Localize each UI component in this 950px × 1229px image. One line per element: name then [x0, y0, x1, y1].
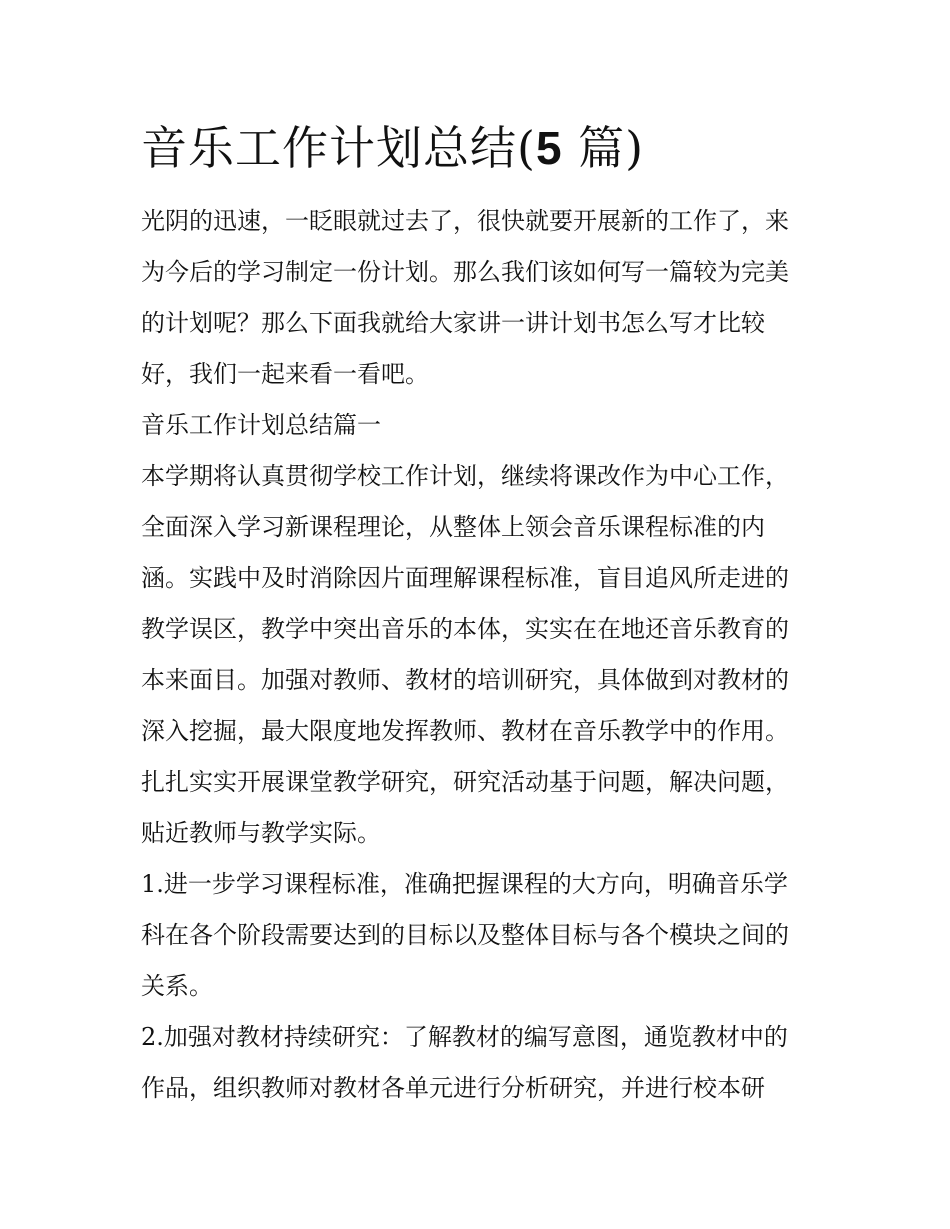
text-line: 好，我们一起来看一看吧。 — [141, 360, 429, 388]
text-line: 涵。实践中及时消除因片面理解课程标准，盲目追风所走进的 — [141, 564, 789, 592]
section-paragraph — [141, 451, 821, 859]
text-line: 全面深入学习新课程理论，从整体上领会音乐课程标准的内 — [141, 513, 765, 541]
text-line: 1.进一步学习课程标准，准确把握课程的大方向，明确音乐学 — [141, 870, 788, 898]
section-heading-text: 音乐工作计划总结篇一 — [141, 411, 381, 439]
text-line: 2.加强对教材持续研究：了解教材的编写意图，通览教材中的 — [141, 1023, 788, 1051]
text-line: 本学期将认真贯彻学校工作计划，继续将课改作为中心工作， — [141, 462, 789, 490]
text-line: 为今后的学习制定一份计划。那么我们该如何写一篇较为完美 — [141, 258, 789, 286]
text-line: 作品，组织教师对教材各单元进行分析研究，并进行校本研 — [141, 1074, 765, 1102]
title-suffix: 篇) — [562, 121, 645, 175]
text-line: 贴近教师与教学实际。 — [141, 819, 381, 847]
text-line: 的计划呢？那么下面我就给大家讲一讲计划书怎么写才比较 — [141, 309, 765, 337]
intro-paragraph — [141, 196, 821, 400]
text-line: 扎扎实实开展课堂教学研究，研究活动基于问题，解决问题， — [141, 768, 789, 796]
text-line: 教学误区，教学中突出音乐的本体，实实在在地还音乐教育的 — [141, 615, 789, 643]
text-line: 光阴的迅速，一眨眼就过去了，很快就要开展新的工作了，来 — [141, 207, 789, 235]
title-number: 5 — [535, 122, 563, 174]
title-paren-open: ( — [517, 121, 536, 175]
text-line: 关系。 — [141, 972, 213, 1000]
text-line: 深入挖掘，最大限度地发挥教师、教材在音乐教学中的作用。 — [141, 717, 789, 745]
document-title — [141, 118, 644, 178]
list-item-2 — [141, 1012, 821, 1114]
list-item-1 — [141, 859, 821, 1012]
title-text: 音乐工作计划总结 — [141, 121, 517, 175]
text-line: 科在各个阶段需要达到的目标以及整体目标与各个模块之间的 — [141, 921, 789, 949]
section-heading — [141, 400, 821, 451]
text-line: 本来面目。加强对教师、教材的培训研究，具体做到对教材的 — [141, 666, 789, 694]
